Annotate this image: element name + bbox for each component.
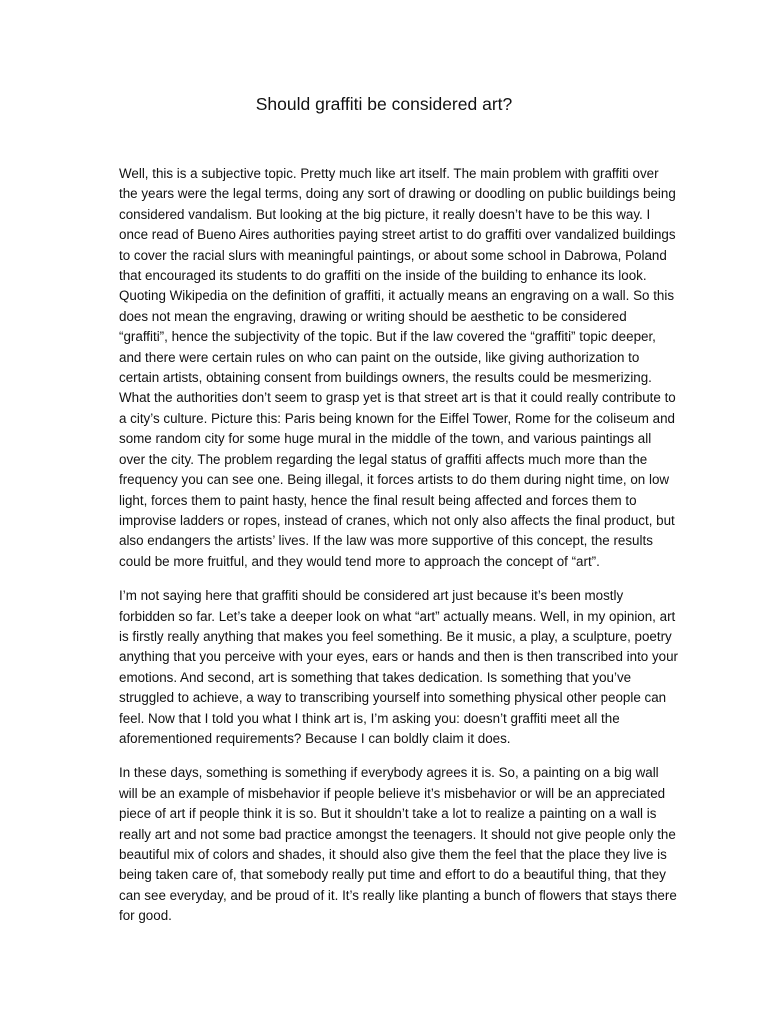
document-body <box>119 164 679 941</box>
paragraph-2: I’m not saying here that graffiti should be considered art just because it’s been mostly forbidden so far. Let’s take a deeper look on what “art” actually means. Well, in my opinion, art is firstly really anything that makes you feel something. Be it music, a play, a sculpture, poetry anything that you perceive with your eyes, ears or hands and then is then transcribed into your emotions. And second, art is something that takes dedication. Is something that you’ve struggled to achieve, a way to transcribing yourself into something physical other people can feel. Now that I told you what I think art is, I’m asking you: doesn’t graffiti meet all the aforementioned requirements? Because I can boldly claim it does. <box>119 588 679 746</box>
document-title: Should graffiti be considered art? <box>255 94 513 114</box>
paragraph-1: Well, this is a subjective topic. Pretty much like art itself. The main problem with graffiti over the years were the legal terms, doing any sort of drawing or doodling on public buildings being considered vandalism. But looking at the big picture, it really doesn’t have to be this way. I once read of Bueno Aires authorities paying street artist to do graffiti over vandalized buildings to cover the racial slurs with meaningful paintings, or about some school in Dabrowa, Poland that encouraged its students to do graffiti on the inside of the building to enhance its look. Quoting Wikipedia on the definition of graffiti, it actually means an engraving on a wall. So this does not mean the engraving, drawing or writing should be aesthetic to be considered “graffiti”, hence the subjectivity of the topic. But if the law covered the “graffiti” topic deeper, and there were certain rules on who can paint on the outside, like giving authorization to certain artists, obtaining consent from buildings owners, the results could be mesmerizing. What the authorities don’t seem to grasp yet is that street art is that it could really contribute to a city’s culture. Picture this: Paris being known for the Eiffel Tower, Rome for the coliseum and some random city for some huge mural in the middle of the town, and various paintings all over the city. The problem regarding the legal status of graffiti affects much more than the frequency you can see one. Being illegal, it forces artists to do them during night time, on low light, forces them to paint hasty, hence the final result being affected and forces them to improvise ladders or ropes, instead of cranes, which not only also affects the final product, but also endangers the artists’ lives. If the law was more supportive of this concept, the results could be more fruitful, and they would tend more to approach the concept of “art”. <box>119 166 676 569</box>
paragraph-3: In these days, something is something if everybody agrees it is. So, a painting on a big wall will be an example of misbehavior if people believe it’s misbehavior or will be an appreciated piece of art if people think it is so. But it shouldn’t take a lot to realize a painting on a wall is really art and not some bad practice amongst the teenagers. It should not give people only the beautiful mix of colors and shades, it should also give them the feel that the place they live is being taken care of, that somebody really put time and effort to do a beautiful thing, that they can see everyday, and be proud of it. It’s really like planting a bunch of flowers that stays there for good. <box>119 765 677 924</box>
